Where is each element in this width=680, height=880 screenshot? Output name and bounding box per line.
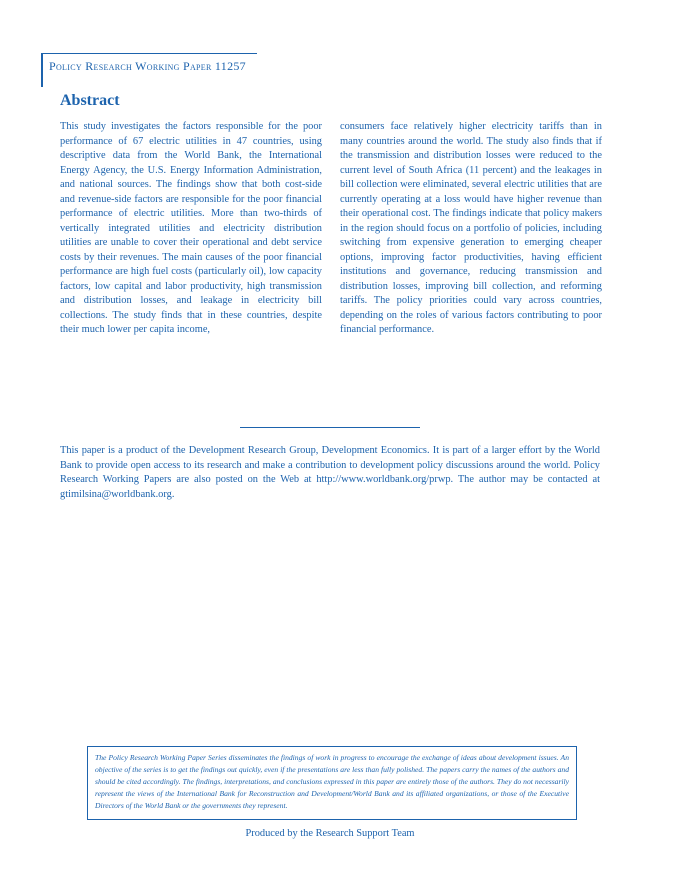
series-title: Policy Research Working Paper 11257 (49, 59, 246, 73)
abstract-column-right: consumers face relatively higher electricity tariffs than in many countries around the world. The study also finds that if the transmission and distribution losses were reduced to the current level of South Africa (11 percent) and the leakages in bill collection were eliminated, several electric utilities that are currently operating at a loss would have higher revenue than their operational cost. The findings indicate that policy makers in the region should focus on a portfolio of policies, including switching from expensive generation to emerging cheaper options, improving factor productivities, having efficient institutions and governance, reducing transmission and distribution losses, improving bill collection, and reforming tariffs. The policy priorities could vary across countries, depending on the roles of various factors contributing to poor financial performance. (340, 121, 602, 335)
abstract-column-left: This study investigates the factors responsible for the poor performance of 67 electric utilities in 47 countries, using descriptive data from the World Bank, the International Energy Agency, the U.S. Energy Information Administration, and national sources. The findings show that both cost-side and revenue-side factors are responsible for the poor financial performance of electric utilities. More than two-thirds of vertically integrated utilities and electricity distribution utilities are unable to cover their operational and debt service costs by their revenues. The main causes of the poor financial performance are high fuel costs (particularly oil), low capacity factors, low capital and labor productivity, high transmission and distribution losses, and leakage in electricity bill collections. The study finds that in these countries, despite their much lower per capita income, (60, 121, 322, 335)
abstract-heading: Abstract (60, 92, 120, 109)
product-note: This paper is a product of the Development Research Group, Development Economics. It is part of a larger effort by the World Bank to provide open access to its research and make a contribution to development policy discussions around the world. Policy Research Working Papers are also posted on the Web at http://www.worldbank.org/prwp. The author may be contacted at gtimilsina@worldbank.org. (60, 445, 600, 500)
produced-by-footer: Produced by the Research Support Team (245, 828, 415, 839)
series-header (41, 53, 257, 87)
disclaimer-text: The Policy Research Working Paper Series disseminates the findings of work in progress to encourage the exchange of ideas about development issues. An objective of the series is to get the findings out quickly, even if the presentations are less than fully polished. The papers carry the names of the authors and should be cited accordingly. The findings, interpretations, and conclusions expressed in this paper are entirely those of the authors. They do not necessarily represent the views of the International Bank for Reconstruction and Development/World Bank and its affiliated organizations, or those of the Executive Directors of the World Bank or the governments they represent. (95, 753, 569, 810)
disclaimer-box (87, 746, 577, 820)
section-divider (240, 427, 420, 428)
